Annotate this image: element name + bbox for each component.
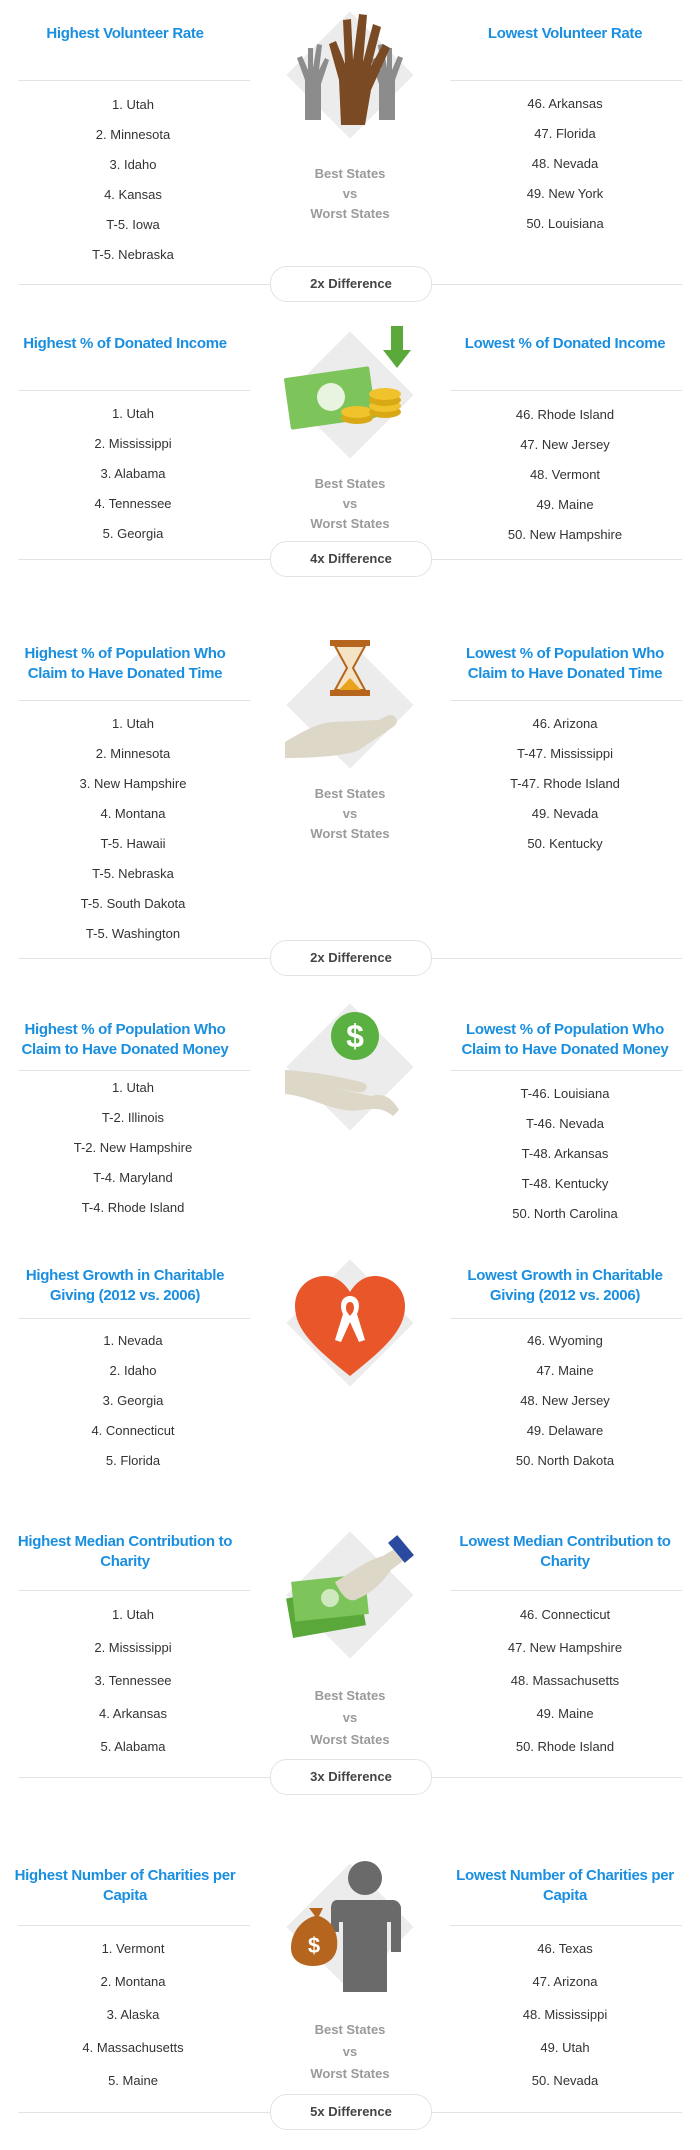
list-item: T-5. Iowa [106, 217, 160, 232]
right-title: Lowest Number of Charities per Capita [456, 1867, 674, 1904]
hand-dollar-icon [275, 992, 425, 1142]
list-item: 3. New Hampshire [79, 776, 187, 791]
list-item: T-4. Rhode Island [81, 1200, 185, 1215]
right-title: Lowest Median Contribution to Charity [459, 1533, 671, 1570]
divider [18, 1590, 250, 1591]
list-item: 2. Minnesota [95, 127, 171, 142]
divider [18, 390, 250, 391]
list-item: T-2. New Hampshire [73, 1140, 193, 1155]
list-item: 3. Tennessee [94, 1673, 172, 1688]
divider [18, 80, 250, 81]
left-title: Highest Number of Charities per Capita [14, 1867, 236, 1904]
list-item: 50. New Hampshire [507, 527, 623, 542]
list-item: T-47. Rhode Island [510, 776, 620, 791]
list-item: 2. Mississippi [94, 436, 172, 451]
list-item: 48. Nevada [531, 156, 599, 171]
divider [18, 1070, 250, 1071]
difference-badge: 2x Difference [270, 266, 432, 302]
list-item: 47. Maine [536, 1363, 594, 1378]
left-title: Highest % of Population Who Claim to Have Donated Time [24, 645, 226, 682]
worst-states-list [450, 709, 680, 859]
list-item: 4. Connecticut [91, 1423, 175, 1438]
best-vs-worst-label: Best States vs Worst States [310, 1688, 390, 1747]
list-item: 48. Mississippi [522, 2007, 608, 2022]
worst-states-list [450, 400, 680, 550]
left-title: Highest % of Population Who Claim to Have Donated Money [21, 1021, 229, 1058]
list-item: T-4. Maryland [93, 1170, 173, 1185]
difference-badge: 2x Difference [270, 940, 432, 976]
divider [18, 700, 250, 701]
divider [18, 1318, 250, 1319]
svg-text:$: $ [307, 1933, 321, 1958]
heart-ribbon-icon [275, 1248, 425, 1398]
best-states-list [18, 399, 248, 549]
hand-hourglass-icon [275, 630, 425, 780]
list-item: 48. New Jersey [520, 1393, 610, 1408]
svg-text:$: $ [346, 1018, 364, 1054]
list-item: 3. Idaho [109, 157, 157, 172]
list-item: T-5. Nebraska [92, 866, 174, 881]
best-states-list [18, 1326, 248, 1476]
person-moneybag-icon [275, 1852, 425, 2002]
list-item: 48. Massachusetts [510, 1673, 620, 1688]
list-item: 1. Utah [112, 97, 154, 112]
list-item: 49. Delaware [526, 1423, 604, 1438]
list-item: 50. Nevada [531, 2073, 599, 2088]
list-item: 50. Rhode Island [515, 1739, 615, 1754]
right-title: Lowest Volunteer Rate [487, 25, 643, 42]
list-item: 3. Georgia [102, 1393, 164, 1408]
list-item: 49. Maine [536, 1706, 594, 1721]
worst-states-list [450, 1079, 680, 1229]
divider [450, 1925, 682, 1926]
list-item: 49. Utah [540, 2040, 590, 2055]
best-states-list [18, 1932, 248, 2097]
list-item: 50. Louisiana [526, 216, 604, 231]
list-item: 2. Idaho [109, 1363, 157, 1378]
list-item: T-48. Arkansas [521, 1146, 609, 1161]
list-item: 5. Florida [105, 1453, 161, 1468]
list-item: 50. Kentucky [527, 836, 603, 851]
list-item: 47. New Jersey [520, 437, 610, 452]
list-item: 4. Montana [100, 806, 166, 821]
left-title: Highest Median Contribution to Charity [17, 1533, 233, 1570]
list-item: 1. Utah [112, 1080, 154, 1095]
worst-states-list [450, 1598, 680, 1763]
list-item: 5. Alabama [100, 1739, 166, 1754]
list-item: 46. Connecticut [519, 1607, 611, 1622]
best-vs-worst-label: Best States vs Worst States [310, 166, 390, 221]
difference-badge: 4x Difference [270, 541, 432, 577]
divider [450, 80, 682, 81]
list-item: 4. Arkansas [99, 1706, 167, 1721]
divider [450, 1070, 682, 1071]
divider [450, 1318, 682, 1319]
list-item: 4. Massachusetts [82, 2040, 184, 2055]
list-item: 2. Mississippi [94, 1640, 172, 1655]
divider [450, 700, 682, 701]
list-item: 47. New Hampshire [507, 1640, 623, 1655]
left-title: Highest % of Donated Income [23, 335, 227, 352]
worst-states-list [450, 1932, 680, 2097]
list-item: T-46. Nevada [525, 1116, 605, 1131]
list-item: 46. Rhode Island [515, 407, 615, 422]
best-states-list [18, 90, 248, 270]
list-item: T-5. Washington [85, 926, 181, 941]
list-item: 49. New York [526, 186, 604, 201]
list-item: T-5. Nebraska [92, 247, 174, 262]
list-item: 50. North Dakota [515, 1453, 615, 1468]
list-item: 46. Texas [537, 1941, 593, 1956]
raised-hands-icon [275, 0, 425, 150]
list-item: 2. Minnesota [95, 746, 171, 761]
list-item: 1. Utah [112, 716, 154, 731]
best-states-list [18, 1073, 248, 1223]
list-item: 3. Alaska [106, 2007, 160, 2022]
best-vs-worst-label: Best States vs Worst States [310, 786, 390, 841]
best-states-list [18, 709, 248, 949]
best-states-list [18, 1598, 248, 1763]
left-title: Highest Volunteer Rate [46, 25, 204, 42]
money-coins-arrow-icon [275, 320, 425, 470]
list-item: 3. Alabama [100, 466, 166, 481]
list-item: 50. North Carolina [512, 1206, 618, 1221]
list-item: 47. Arizona [532, 1974, 598, 1989]
list-item: T-47. Mississippi [516, 746, 614, 761]
list-item: 4. Tennessee [94, 496, 172, 511]
list-item: 1. Utah [112, 406, 154, 421]
list-item: 46. Wyoming [527, 1333, 603, 1348]
worst-states-list [450, 1326, 680, 1476]
list-item: T-2. Illinois [101, 1110, 165, 1125]
list-item: 5. Maine [108, 2073, 158, 2088]
list-item: 46. Arizona [532, 716, 598, 731]
list-item: 46. Arkansas [527, 96, 603, 111]
right-title: Lowest Growth in Charitable Giving (2012 vs. 2006) [467, 1267, 663, 1304]
difference-badge: 3x Difference [270, 1759, 432, 1795]
list-item: 49. Maine [536, 497, 594, 512]
right-title: Lowest % of Population Who Claim to Have Donated Time [465, 645, 664, 682]
list-item: 1. Utah [112, 1607, 154, 1622]
best-vs-worst-label: Best States vs Worst States [310, 2022, 390, 2081]
divider [18, 1925, 250, 1926]
list-item: T-46. Louisiana [520, 1086, 610, 1101]
right-title: Lowest % of Donated Income [464, 335, 666, 352]
list-item: 4. Kansas [104, 187, 162, 202]
list-item: 49. Nevada [531, 806, 599, 821]
divider [450, 390, 682, 391]
list-item: T-5. Hawaii [100, 836, 166, 851]
worst-states-list [450, 89, 680, 239]
list-item: T-48. Kentucky [521, 1176, 609, 1191]
list-item: 1. Vermont [101, 1941, 165, 1956]
divider [450, 1590, 682, 1591]
right-title: Lowest % of Population Who Claim to Have Donated Money [461, 1021, 669, 1058]
list-item: 1. Nevada [103, 1333, 163, 1348]
difference-badge: 5x Difference [270, 2094, 432, 2130]
list-item: 47. Florida [534, 126, 596, 141]
hand-cash-icon [275, 1520, 425, 1670]
left-title: Highest Growth in Charitable Giving (2012 vs. 2006) [25, 1267, 225, 1304]
best-vs-worst-label: Best States vs Worst States [310, 476, 390, 531]
list-item: 48. Vermont [529, 467, 601, 482]
list-item: T-5. South Dakota [80, 896, 186, 911]
list-item: 5. Georgia [102, 526, 164, 541]
list-item: 2. Montana [100, 1974, 166, 1989]
